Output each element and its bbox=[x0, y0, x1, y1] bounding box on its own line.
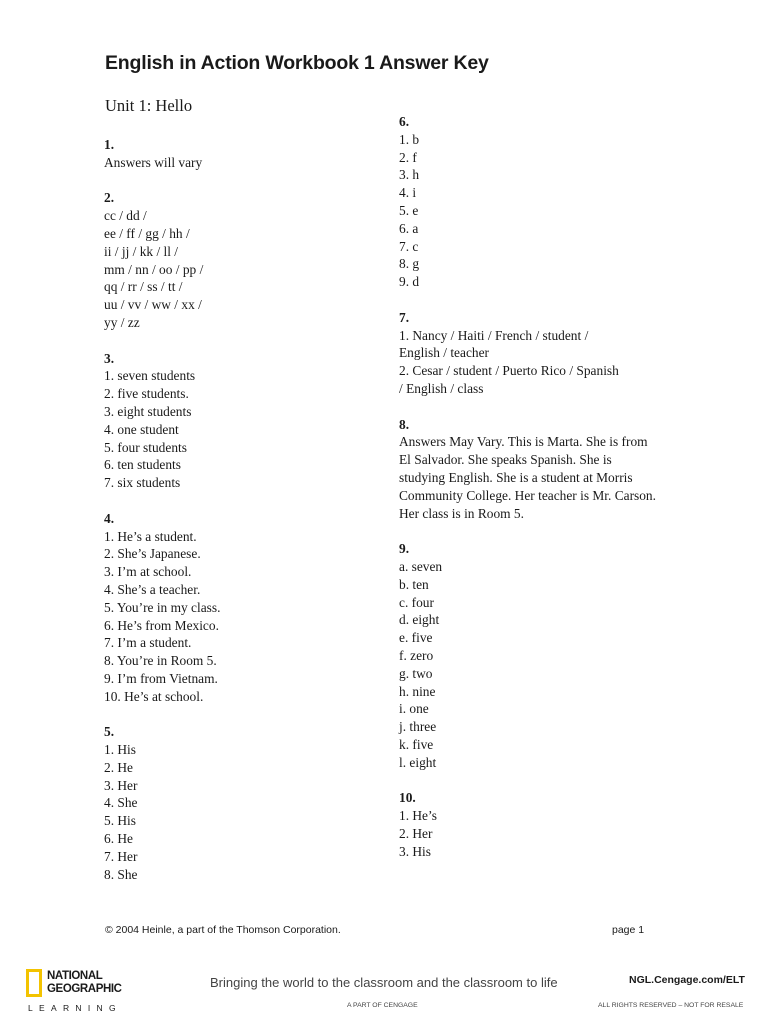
answer-line: 6. a bbox=[399, 220, 419, 236]
answers-column-left bbox=[104, 136, 354, 883]
answer-line: 2. She’s Japanese. bbox=[104, 546, 201, 562]
answer-line: 1. Nancy / Haiti / French / student / bbox=[399, 327, 589, 343]
answer-line: h. nine bbox=[399, 683, 436, 699]
answer-section bbox=[104, 723, 354, 883]
answer-line: 6. He’s from Mexico. bbox=[104, 617, 219, 633]
answer-line: 6. He bbox=[104, 831, 134, 847]
answer-line: d. eight bbox=[399, 612, 440, 628]
national-geographic-learning-logo bbox=[26, 967, 122, 1017]
answer-line: English / teacher bbox=[399, 345, 489, 361]
answer-line: uu / vv / ww / xx / bbox=[104, 297, 202, 313]
answer-line: ee / ff / gg / hh / bbox=[104, 225, 190, 241]
answer-line: 3. eight students bbox=[104, 403, 192, 419]
section-number: 1. bbox=[104, 137, 115, 152]
answer-line: b. ten bbox=[399, 576, 429, 592]
answer-section bbox=[399, 309, 661, 398]
answer-line: 5. four students bbox=[104, 439, 187, 455]
answer-line: 10. He’s at school. bbox=[104, 688, 204, 704]
answer-line: Answers will vary bbox=[104, 154, 203, 170]
answer-line: / English / class bbox=[399, 380, 484, 396]
answer-line: 6. ten students bbox=[104, 457, 181, 473]
answer-line: 3. His bbox=[399, 843, 431, 859]
cengage-notice: A PART OF CENGAGE bbox=[347, 1002, 418, 1009]
answer-line: 7. six students bbox=[104, 475, 181, 491]
logo-text-line3: LEARNING bbox=[28, 1003, 122, 1013]
answer-line: 5. You’re in my class. bbox=[104, 599, 221, 615]
answer-section bbox=[104, 510, 354, 706]
answer-line: i. one bbox=[399, 701, 429, 717]
answer-line: 9. I’m from Vietnam. bbox=[104, 670, 218, 686]
answer-section bbox=[104, 350, 354, 492]
answer-line: 8. g bbox=[399, 256, 420, 272]
answer-line: 7. Her bbox=[104, 848, 138, 864]
section-number: 8. bbox=[399, 416, 410, 432]
page-number: page 1 bbox=[612, 924, 645, 936]
answer-line: f. zero bbox=[399, 647, 434, 663]
answer-line: e. five bbox=[399, 630, 433, 646]
answer-line: k. five bbox=[399, 736, 434, 752]
answer-line: 2. Her bbox=[399, 825, 433, 841]
answer-line: j. three bbox=[399, 719, 437, 735]
logo-text-line2: GEOGRAPHIC bbox=[47, 983, 122, 995]
footer-url: NGL.Cengage.com/ELT bbox=[629, 974, 745, 986]
section-number: 2. bbox=[104, 190, 115, 206]
answer-line: 4. i bbox=[399, 185, 417, 201]
answer-section bbox=[399, 789, 661, 860]
answer-line: 3. Her bbox=[104, 777, 138, 793]
answer-line: 3. I’m at school. bbox=[104, 564, 192, 580]
answer-line: 1. He’s bbox=[399, 808, 437, 824]
answer-line: 4. one student bbox=[104, 421, 179, 437]
section-number: 9. bbox=[399, 541, 410, 557]
section-number: 5. bbox=[104, 724, 115, 740]
rights-notice: ALL RIGHTS RESERVED – NOT FOR RESALE bbox=[598, 1002, 744, 1009]
answer-line: 1. seven students bbox=[104, 368, 196, 384]
answer-line: 4. She bbox=[104, 795, 138, 811]
answer-line: 1. His bbox=[104, 742, 136, 758]
answer-section bbox=[104, 136, 354, 172]
answer-line: mm / nn / oo / pp / bbox=[104, 261, 204, 277]
answer-line: 9. d bbox=[399, 274, 420, 290]
answer-line: 2. He bbox=[104, 759, 134, 775]
answer-line: c. four bbox=[399, 594, 434, 610]
answer-line: 8. She bbox=[104, 866, 138, 882]
section-number: 10. bbox=[399, 790, 416, 806]
logo-text-line1: NATIONAL bbox=[47, 970, 103, 982]
answer-paragraph: Answers May Vary. This is Marta. She is from El Salvador. She speaks Spanish. She is studying English. She is a student at Morris Community College. Her teacher is Mr. Carson. Her class is in Room 5. bbox=[399, 434, 656, 521]
answer-line: l. eight bbox=[399, 754, 437, 770]
section-number: 6. bbox=[399, 114, 410, 129]
answer-line: 5. His bbox=[104, 813, 136, 829]
answer-line: cc / dd / bbox=[104, 208, 147, 224]
answer-line: 3. h bbox=[399, 167, 420, 183]
yellow-border-icon bbox=[26, 969, 42, 997]
answer-line: 1. b bbox=[399, 131, 420, 147]
answer-section bbox=[399, 416, 661, 523]
copyright-notice: © 2004 Heinle, a part of the Thomson Corporation. bbox=[105, 924, 341, 936]
answer-line: 2. Cesar / student / Puerto Rico / Spanish bbox=[399, 363, 619, 379]
answer-line: 5. e bbox=[399, 202, 419, 218]
answer-line: g. two bbox=[399, 665, 433, 681]
answer-line: ii / jj / kk / ll / bbox=[104, 243, 179, 259]
answer-line: 1. He’s a student. bbox=[104, 528, 197, 544]
answer-section bbox=[104, 189, 354, 331]
answer-line: 2. f bbox=[399, 149, 417, 165]
answer-line: 7. c bbox=[399, 238, 419, 254]
section-number: 3. bbox=[104, 350, 115, 366]
answers-column-right bbox=[399, 113, 661, 860]
answer-line: yy / zz bbox=[104, 314, 140, 330]
answer-line: a. seven bbox=[399, 558, 443, 574]
answer-line: 4. She’s a teacher. bbox=[104, 581, 201, 597]
answer-line: 7. I’m a student. bbox=[104, 635, 192, 651]
section-number: 7. bbox=[399, 309, 410, 325]
footer-tagline: Bringing the world to the classroom and the classroom to life bbox=[210, 975, 558, 990]
unit-heading: Unit 1: Hello bbox=[105, 96, 193, 115]
answer-line: qq / rr / ss / tt / bbox=[104, 279, 183, 295]
section-number: 4. bbox=[104, 510, 115, 526]
page-title: English in Action Workbook 1 Answer Key bbox=[105, 52, 489, 74]
answer-section bbox=[399, 540, 661, 771]
answer-section bbox=[399, 113, 661, 291]
answer-line: 2. five students. bbox=[104, 386, 189, 402]
answer-line: 8. You’re in Room 5. bbox=[104, 653, 217, 669]
